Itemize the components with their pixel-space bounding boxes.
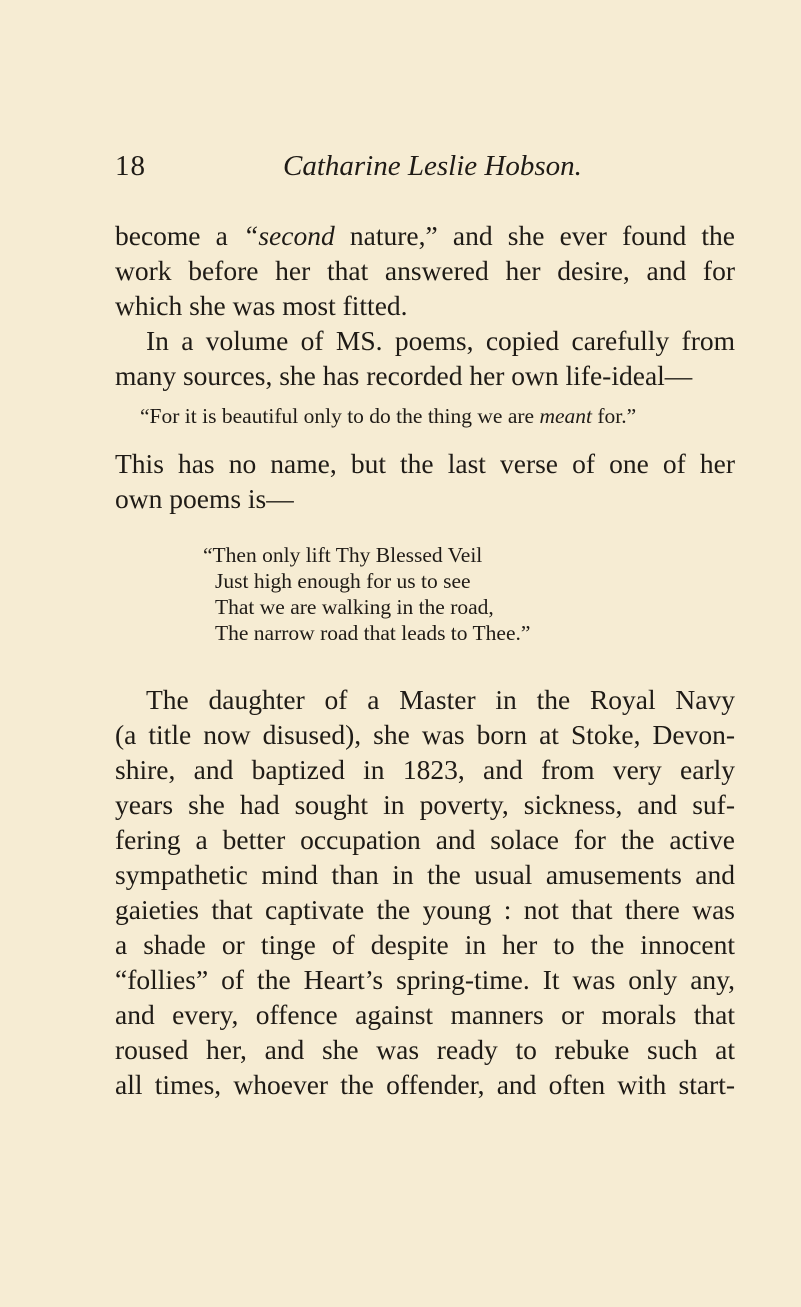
text-line: roused her, and she was ready to rebuke such at bbox=[115, 1034, 735, 1065]
poem-line: Just high enough for us to see bbox=[215, 569, 471, 593]
block-quotation bbox=[140, 404, 736, 429]
text-line: years she had sought in poverty, sickness, and suf- bbox=[115, 789, 735, 820]
quotation-text: for.” bbox=[592, 404, 637, 428]
text-line: fering a better occupation and solace for the active bbox=[115, 824, 735, 855]
text-line: shire, and baptized in 1823, and from very early bbox=[115, 754, 735, 785]
emphasized-text: “second bbox=[243, 220, 335, 251]
running-header bbox=[115, 150, 735, 190]
text-line: a shade or tinge of despite in her to the innocent bbox=[115, 929, 735, 960]
text-line: own poems is— bbox=[115, 483, 294, 514]
poem-line: The narrow road that leads to Thee.” bbox=[215, 621, 531, 645]
text-line: which she was most fitted. bbox=[115, 290, 408, 321]
poem-line: “Then only lift Thy Blessed Veil bbox=[203, 543, 483, 567]
text-line: sympathetic mind than in the usual amusements and bbox=[115, 859, 735, 890]
text-line: many sources, she has recorded her own life-ideal— bbox=[115, 360, 693, 391]
paragraph-volume-of-poems bbox=[115, 323, 735, 393]
text-line: The daughter of a Master in the Royal Navy bbox=[146, 684, 735, 715]
text-line: This has no name, but the last verse of one of her bbox=[115, 448, 735, 479]
paragraph-continuation bbox=[115, 218, 735, 323]
poem-verse bbox=[203, 542, 530, 646]
emphasized-text: meant bbox=[539, 404, 593, 428]
running-title: Catharine Leslie Hobson. bbox=[283, 150, 582, 182]
text-line bbox=[115, 218, 735, 253]
text-line: and every, offence against manners or morals that bbox=[115, 999, 735, 1030]
text-line: In a volume of MS. poems, copied carefully from bbox=[146, 325, 735, 356]
text-line: “follies” of the Heart’s spring-time. It was only any, bbox=[115, 964, 735, 995]
text-line: work before her that answered her desire, and for bbox=[115, 255, 735, 286]
poem-line: That we are walking in the road, bbox=[215, 595, 494, 619]
text-run: nature,” and she ever found the bbox=[334, 220, 735, 251]
page-number: 18 bbox=[115, 150, 146, 182]
text-line: gaieties that captivate the young : not that there was bbox=[115, 894, 735, 925]
paragraph-last-verse bbox=[115, 446, 735, 516]
text-line: (a title now disused), she was born at Stoke, Devon- bbox=[115, 719, 735, 750]
text-run: become a bbox=[115, 220, 244, 251]
text-line: all times, whoever the offender, and often with start- bbox=[115, 1069, 735, 1100]
quotation-text: “For it is beautiful only to do the thing we are bbox=[140, 404, 540, 428]
paragraph-biography bbox=[115, 682, 735, 1102]
